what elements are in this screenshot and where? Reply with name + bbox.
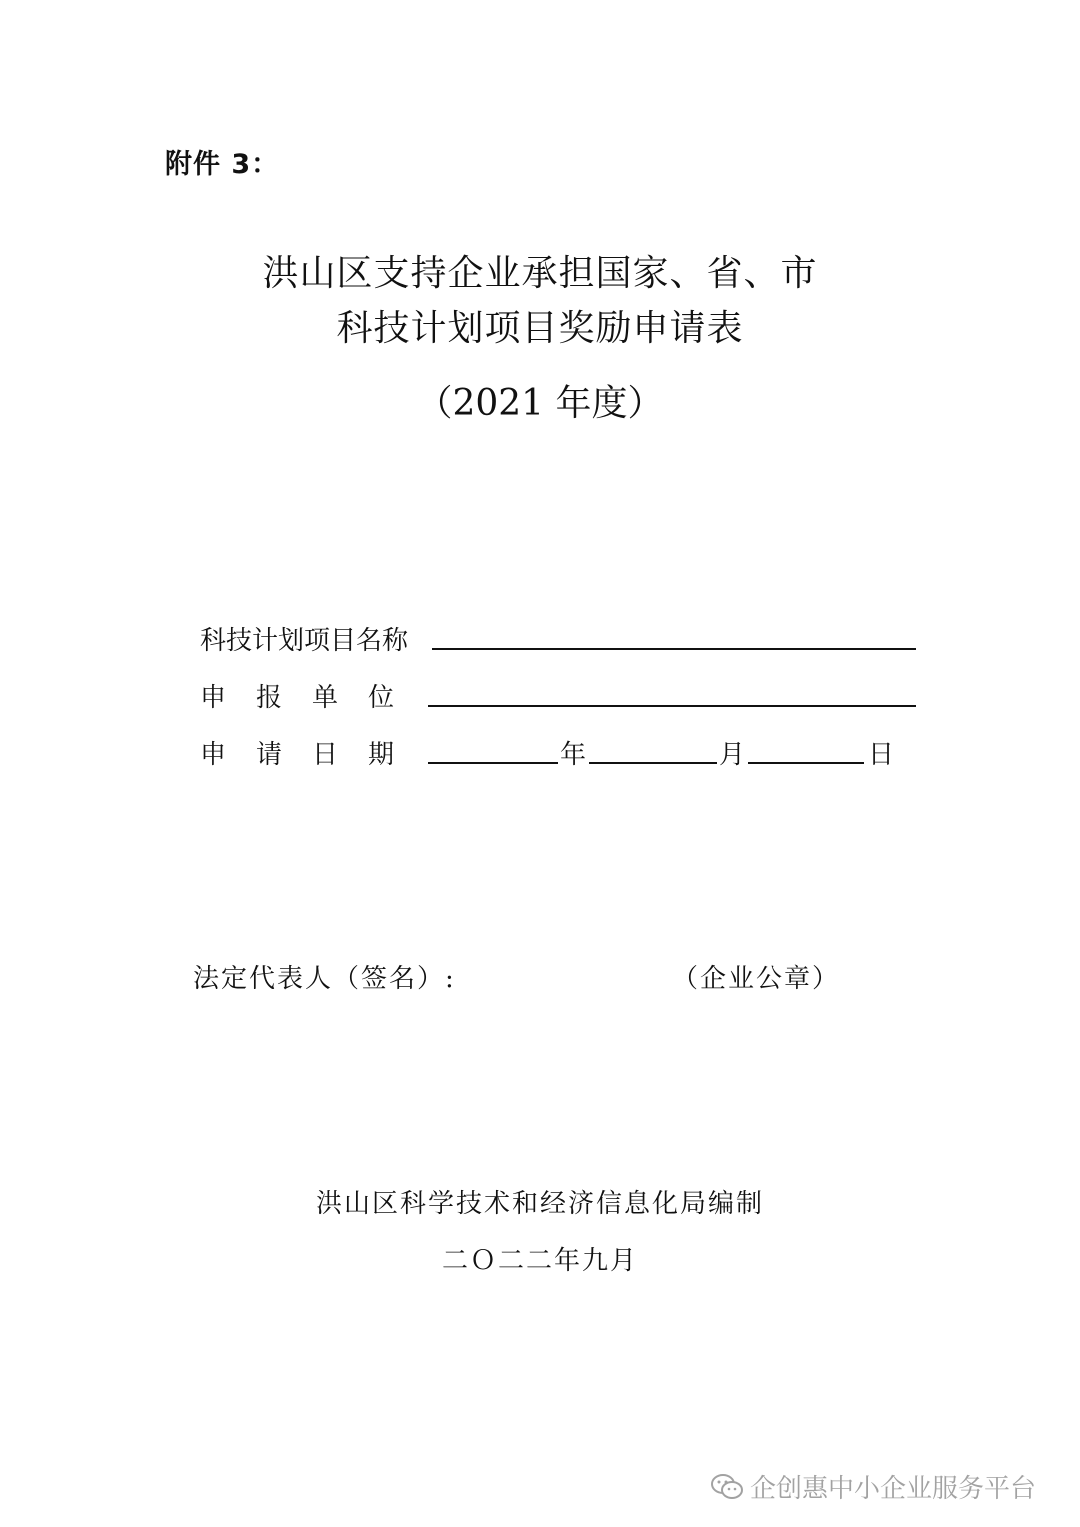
- issuer-text: 洪山区科学技术和经济信息化局编制: [315, 1189, 764, 1219]
- date-label: 申请日期: [200, 740, 425, 770]
- wechat-icon: [710, 1472, 744, 1502]
- date-year-unit: 年: [560, 740, 587, 770]
- date-year-field[interactable]: [428, 762, 558, 764]
- date-day-field[interactable]: [748, 762, 864, 764]
- title-line-2: 科技计划项目奖励申请表: [336, 308, 744, 349]
- applicant-field[interactable]: [428, 705, 916, 707]
- date-month-field[interactable]: [589, 762, 717, 764]
- legal-rep-label: 法定代表人（签名）:: [193, 964, 456, 994]
- year-label: （2021 年度）: [416, 383, 664, 424]
- seal-label: （企业公章）: [672, 964, 841, 994]
- title-line-1: 洪山区支持企业承担国家、省、市: [262, 253, 818, 294]
- attachment-label: 附件 3：: [165, 149, 280, 180]
- date-month-unit: 月: [719, 740, 746, 770]
- applicant-label: 申报单位: [200, 683, 425, 713]
- project-name-field[interactable]: [432, 648, 916, 650]
- issue-date: 二Ｏ二二年九月: [441, 1246, 638, 1276]
- project-name-label: 科技计划项目名称: [200, 626, 409, 656]
- date-day-unit: 日: [868, 740, 895, 770]
- watermark-text: 企创惠中小企业服务平台: [750, 1474, 1037, 1504]
- watermark: [710, 1468, 1036, 1505]
